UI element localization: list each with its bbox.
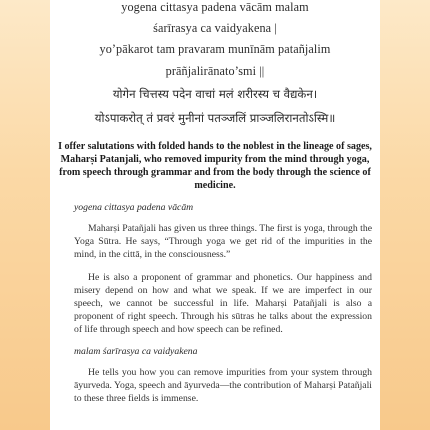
verse-translation: I offer salutations with folded hands to the noblest in the lineage of sages, Maharṣi Patanjali, who removed impurity from the mind through yoga, from speech through grammar and from the body through the science of medicine. [58, 140, 372, 192]
section-1-paragraph-1: Maharṣi Patañjali has given us three things. The first is yoga, through the Yoga Sūtra. He says, “Through yoga we get rid of the impurities in the mind, in the cittā, in the consciousness.” [74, 223, 372, 261]
section-1-paragraph-2: He is also a proponent of grammar and phonetics. Our happiness and misery depend on how and what we speak. If we are imperfect in our speech, we cannot be successful in life. Maharṣi Patañjali is also a proponent of right speech. Through his sūtras he talks about the expression of life through speech and how speech can be refined. [74, 271, 372, 335]
section-heading-1: yogena cittasya padena vācām [74, 202, 194, 214]
verse-iast-line-2: śarīrasya ca vaidyakena | [153, 21, 277, 36]
commentary [50, 201, 380, 405]
book-page [50, 0, 380, 430]
verse-devanagari-line-1: योगेन चित्तस्य पदेन वाचां मलं शरीरस्य च वैद्यकेन। [112, 86, 318, 101]
section-heading-2: malam śarīrasya ca vaidyakena [74, 346, 198, 358]
verse-block [50, 0, 380, 130]
verse-iast-line-1: yogena cittasya padena vācām malam [121, 0, 309, 14]
verse-devanagari-line-2: योऽपाकरोत् तं प्रवरं मुनीनां पतञ्जलिं प्राञ्जलिरानतोऽस्मि॥ [94, 110, 336, 125]
section-2-paragraph-1: He tells you how you can remove impurities from your system through āyurveda. Yoga, speech and āyurveda—the contribution of Maharṣi Patañjali to these three fields is immense. [74, 367, 372, 405]
verse-iast-line-4: prāñjalirānato’smi || [165, 63, 265, 78]
verse-iast-line-3: yo’pākarot tam pravaram munīnām patañjalim [99, 42, 331, 57]
